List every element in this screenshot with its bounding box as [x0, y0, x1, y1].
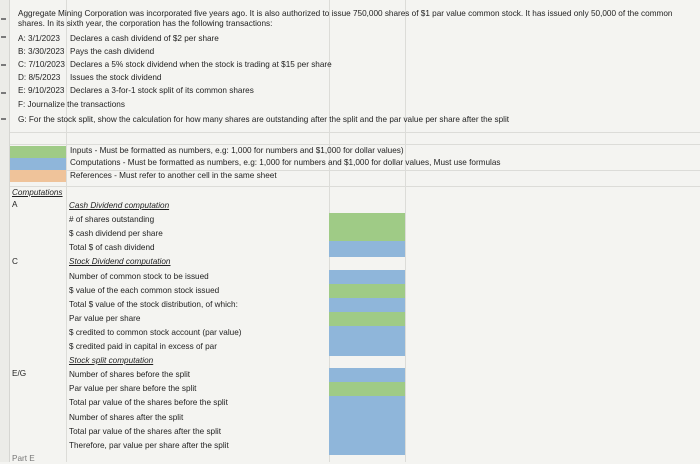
computation-label: Number of common stock to be issued [69, 271, 209, 281]
legend-swatch-computations [10, 158, 66, 170]
section-label-eg: E/G [12, 369, 27, 378]
transaction-c-text: Declares a 5% stock dividend when the stock is trading at $15 per share [70, 60, 332, 69]
legend-references: References - Must refer to another cell in the same sheet [70, 171, 277, 180]
computation-heading: Stock split computation [69, 356, 154, 366]
transaction-e-text: Declares a 3-for-1 stock split of its common shares [70, 86, 254, 95]
row-marker [1, 36, 6, 38]
transaction-c-label: C: 7/10/2023 [18, 60, 65, 69]
legend-inputs: Inputs - Must be formatted as numbers, e.g: 1,000 for numbers and $1,000 for dollar values) [70, 146, 404, 155]
legend-computations: Computations - Must be formatted as numbers, e.g: 1,000 for numbers and $1,000 for dollar values, Must use formulas [70, 158, 501, 167]
computation-label: Par value per share [69, 313, 141, 323]
computation-label: $ credited paid in capital in excess of par [69, 342, 217, 351]
computation-label: Total $ of cash dividend [69, 243, 155, 253]
transaction-b-label: B: 3/30/2023 [18, 47, 65, 56]
computation-label: Par value per share before the split [69, 384, 197, 394]
section-label-part-e: Part E [12, 454, 35, 463]
legend-swatch-inputs [10, 146, 66, 158]
task-f: F: Journalize the transactions [18, 100, 125, 109]
section-label-a: A [12, 200, 18, 209]
transaction-a-text: Declares a cash dividend of $2 per share [70, 34, 219, 43]
computation-label: Total par value of the shares before the split [69, 398, 228, 408]
computation-label: Therefore, par value per share after the split [69, 440, 229, 450]
problem-intro: Aggregate Mining Corporation was incorporated five years ago. It is also authorized to issue 750,000 shares of $1 par value common stock. It has issued only 50,000 of the common shares. In its sixth year, the corporation has the following transactions: [18, 9, 673, 28]
computation-cell[interactable] [329, 439, 405, 455]
computation-label: Total par value of the shares after the split [69, 426, 222, 436]
computation-label: Number of shares before the split [69, 370, 191, 380]
transaction-d-text: Issues the stock dividend [70, 73, 162, 82]
legend-swatch-references [10, 170, 66, 182]
computation-heading: Cash Dividend computation [69, 201, 170, 210]
section-label-c: C [12, 257, 18, 266]
row-marker [1, 118, 6, 120]
row-marker [1, 64, 6, 66]
computation-label: Number of shares after the split [69, 412, 184, 422]
row-marker [1, 92, 6, 94]
row-gutter [0, 0, 10, 462]
transaction-d-label: D: 8/5/2023 [18, 73, 61, 82]
computations-header: Computations [12, 188, 63, 197]
computation-label: $ credited to common stock account (par value) [69, 327, 242, 337]
transaction-e-label: E: 9/10/2023 [18, 86, 65, 95]
row-marker [1, 18, 6, 20]
computation-cell[interactable] [329, 340, 405, 356]
task-g: G: For the stock split, show the calculation for how many shares are outstanding after the split and the par value per share after the split [18, 115, 510, 124]
transaction-a-label: A: 3/1/2023 [18, 34, 60, 43]
computation-label: $ cash dividend per share [69, 229, 163, 239]
transaction-b-text: Pays the cash dividend [70, 47, 155, 56]
computation-cell[interactable] [329, 241, 405, 257]
computation-label: Total $ value of the stock distribution, of which: [69, 299, 238, 309]
computation-label: $ value of the each common stock issued [69, 285, 220, 295]
computation-heading: Stock Dividend computation [69, 257, 171, 267]
computation-label: # of shares outstanding [69, 215, 155, 225]
